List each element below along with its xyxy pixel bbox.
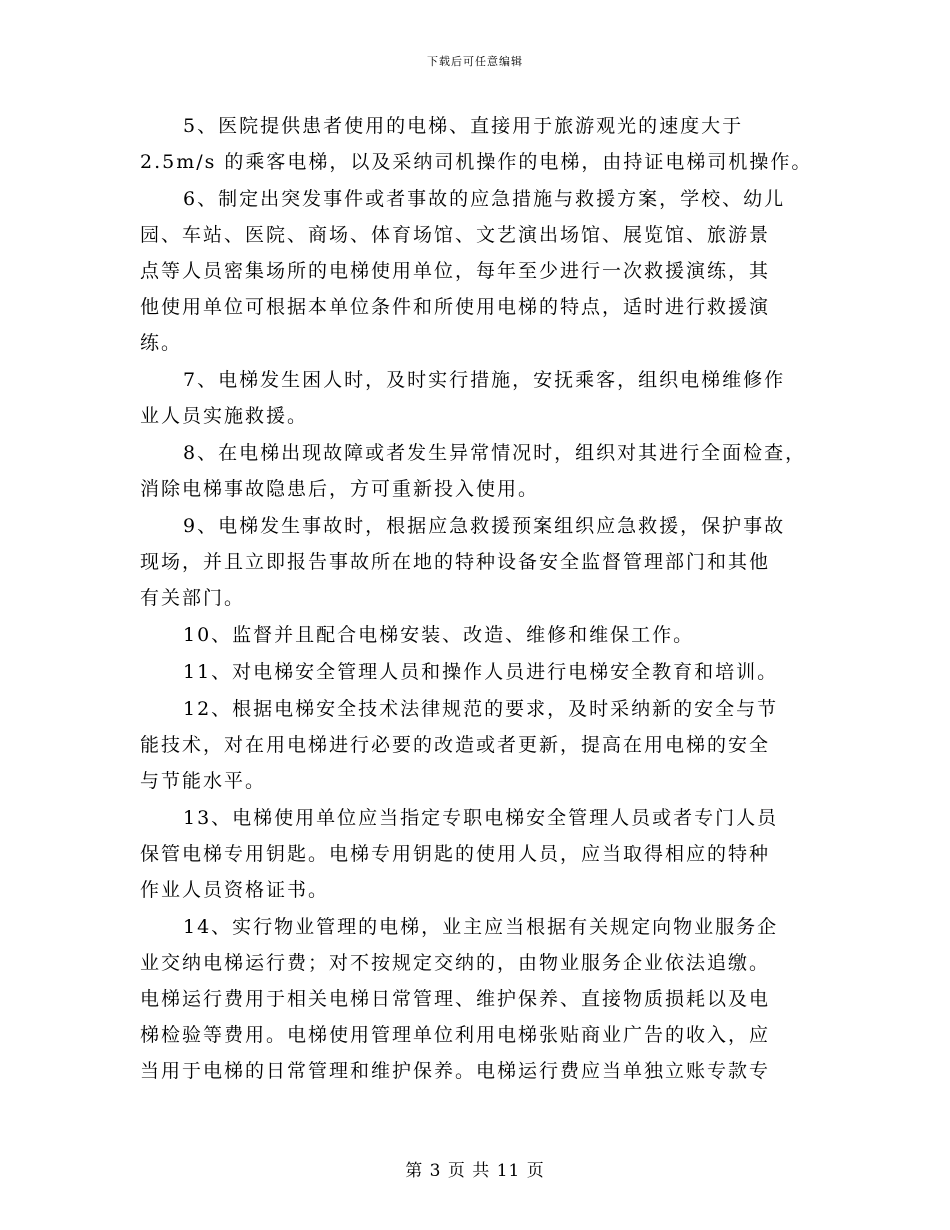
paragraph-line: 2.5m/s 的乘客电梯，以及采纳司机操作的电梯，由持证电梯司机操作。	[140, 151, 813, 173]
paragraph	[140, 364, 840, 433]
paragraph-line: 现场，并且立即报告事故所在地的特种设备安全监督管理部门和其他	[140, 551, 771, 573]
paragraph-line: 当用于电梯的日常管理和维护保养。电梯运行费应当单独立账专款专	[140, 1060, 771, 1082]
page-footer: 第 3 页 共 11 页	[405, 1161, 545, 1181]
paragraph-line: 他使用单位可根据本单位条件和所使用电梯的特点，适时进行救援演	[140, 296, 771, 318]
paragraph-line: 10、监督并且配合电梯安装、改造、维修和维保工作。	[183, 624, 695, 646]
paragraph	[140, 510, 840, 615]
paragraph-line: 练。	[140, 332, 183, 354]
document-body	[140, 110, 840, 1088]
paragraph-line: 消除电梯事故隐患后，方可重新投入使用。	[140, 478, 540, 500]
paragraph-line: 13、电梯使用单位应当指定专职电梯安全管理人员或者专门人员	[183, 807, 779, 829]
paragraph-line: 11、对电梯安全管理人员和操作人员进行电梯安全教育和培训。	[183, 661, 779, 683]
paragraph-line: 14、实行物业管理的电梯，业主应当根据有关规定向物业服务企	[183, 916, 779, 938]
paragraph-line: 5、医院提供患者使用的电梯、直接用于旅游观光的速度大于	[183, 115, 744, 137]
paragraph-line: 业人员实施救援。	[140, 405, 309, 427]
paragraph-line: 能技术，对在用电梯进行必要的改造或者更新，提高在用电梯的安全	[140, 734, 771, 756]
paragraph-line: 点等人员密集场所的电梯使用单位，每年至少进行一次救援演练，其	[140, 260, 771, 282]
paragraph-line: 7、电梯发生困人时，及时实行措施，安抚乘客，组织电梯维修作	[183, 369, 786, 391]
paragraph-line: 与节能水平。	[140, 770, 267, 792]
paragraph	[140, 911, 840, 1088]
paragraph-line: 作业人员资格证书。	[140, 879, 330, 901]
paragraph-line: 8、在电梯出现故障或者发生异常情况时，组织对其进行全面检查，	[183, 442, 807, 464]
paragraph-line: 保管电梯专用钥匙。电梯专用钥匙的使用人员，应当取得相应的特种	[140, 843, 771, 865]
paragraph	[140, 437, 840, 506]
paragraph	[140, 693, 840, 798]
page-header: 下载后可任意编辑	[427, 55, 523, 68]
paragraph-line: 园、车站、医院、商场、体育场馆、文艺演出场馆、展览馆、旅游景	[140, 224, 771, 246]
paragraph-line: 6、制定出突发事件或者事故的应急措施与救援方案，学校、幼儿	[183, 188, 786, 210]
paragraph	[140, 183, 840, 360]
paragraph	[140, 656, 840, 689]
paragraph-line: 12、根据电梯安全技术法律规范的要求，及时采纳新的安全与节	[183, 698, 779, 720]
paragraph	[140, 110, 840, 179]
paragraph-line: 梯检验等费用。电梯使用管理单位利用电梯张贴商业广告的收入，应	[140, 1024, 771, 1046]
paragraph	[140, 619, 840, 652]
paragraph	[140, 802, 840, 907]
paragraph-line: 有关部门。	[140, 587, 246, 609]
paragraph-line: 电梯运行费用于相关电梯日常管理、维护保养、直接物质损耗以及电	[140, 988, 771, 1010]
paragraph-line: 9、电梯发生事故时，根据应急救援预案组织应急救援，保护事故	[183, 515, 786, 537]
paragraph-line: 业交纳电梯运行费；对不按规定交纳的，由物业服务企业依法追缴。	[140, 952, 771, 974]
